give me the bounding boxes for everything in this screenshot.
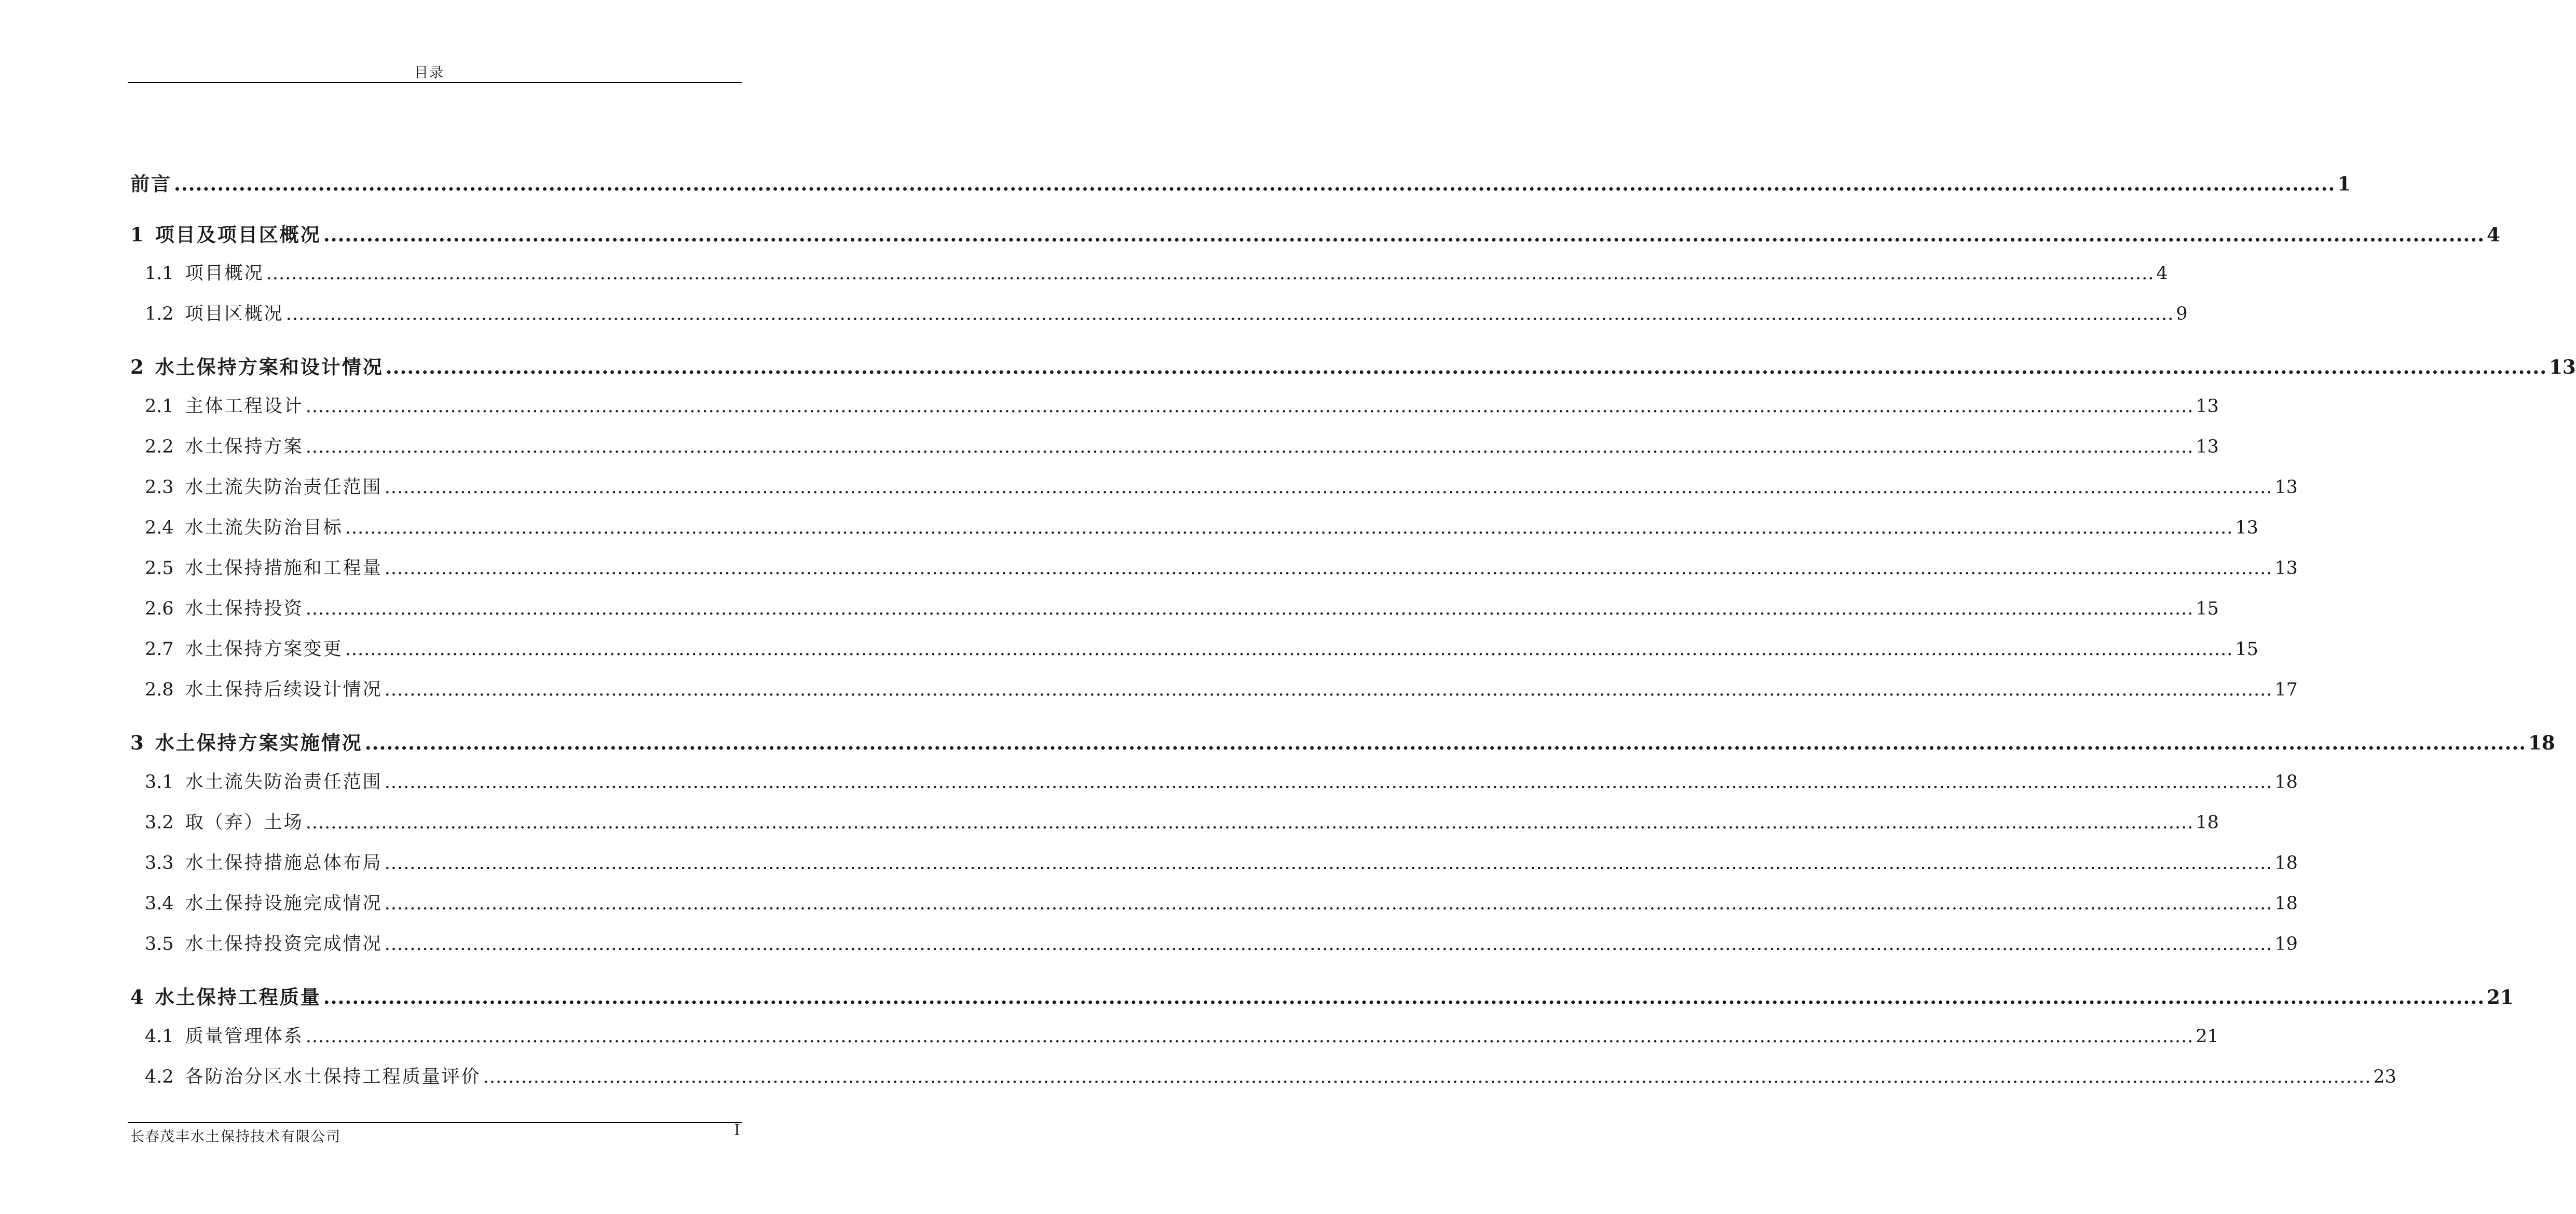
toc-entry-title: 取（弃）土场 xyxy=(185,812,304,833)
toc-section-entry[interactable] xyxy=(130,554,2298,579)
toc-page-number: 18 xyxy=(2274,893,2298,914)
toc-page-number: 4 xyxy=(2487,223,2500,246)
toc-page-number: 23 xyxy=(2373,1067,2396,1087)
toc-entry-title: 水土保持方案和设计情况 xyxy=(155,356,384,378)
toc-entry-title: 水土保持方案实施情况 xyxy=(155,731,363,754)
toc-page-number: 17 xyxy=(2274,679,2298,700)
toc-entry-number: 3.4 xyxy=(145,893,174,914)
toc-section-entry[interactable] xyxy=(130,594,2219,619)
toc-section-entry[interactable] xyxy=(130,473,2298,498)
header-title: 目录 xyxy=(414,65,444,81)
toc-entry-number: 1 xyxy=(130,223,144,246)
toc-dot-leader: ............................................................................................................................................................................................................................................................................................................ xyxy=(305,437,2194,457)
toc-entry-number: 4.1 xyxy=(145,1026,174,1047)
toc-entry-title: 项目及项目区概况 xyxy=(155,223,321,246)
toc-page-number: 4 xyxy=(2156,263,2168,284)
toc-section-entry[interactable] xyxy=(130,513,2258,538)
toc-entry-title: 水土保持方案变更 xyxy=(185,639,343,660)
toc-section-entry[interactable] xyxy=(130,849,2298,874)
toc-section-entry[interactable] xyxy=(130,768,2298,793)
toc-section-entry[interactable] xyxy=(130,392,2219,417)
toc-section-entry[interactable] xyxy=(130,930,2298,954)
toc-section-entry[interactable] xyxy=(130,1022,2219,1047)
toc-chapter-entry[interactable] xyxy=(130,981,2514,1008)
toc-page-number: 18 xyxy=(2274,772,2298,793)
toc-dot-leader: ............................................................................................................................................................................................................................................................................................................ xyxy=(384,893,2273,914)
toc-page-number: 15 xyxy=(2235,639,2258,660)
toc-dot-leader: ............................................................................................................................................................................................................................................................................................................ xyxy=(323,223,2485,246)
toc-page-number: 9 xyxy=(2176,304,2188,324)
toc-page-number: 18 xyxy=(2528,731,2555,754)
toc-dot-leader: ............................................................................................................................................................................................................................................................................................................ xyxy=(364,731,2527,754)
toc-dot-leader: ............................................................................................................................................................................................................................................................................................................ xyxy=(323,986,2485,1008)
toc-entry-title: 水土流失防治责任范围 xyxy=(185,772,383,793)
header-divider xyxy=(128,82,742,83)
toc-entry-number: 1.2 xyxy=(145,304,174,324)
toc-entry-number: 4.2 xyxy=(145,1067,174,1087)
toc-dot-leader: ............................................................................................................................................................................................................................................................................................................ xyxy=(345,639,2233,660)
toc-page-number: 19 xyxy=(2274,934,2298,954)
toc-entry-title: 水土保持投资 xyxy=(185,598,304,619)
toc-entry-title: 水土保持措施和工程量 xyxy=(185,558,383,579)
toc-page-number: 18 xyxy=(2196,812,2219,833)
toc-entry-number: 3.5 xyxy=(145,934,174,954)
toc-entry-title: 水土保持方案 xyxy=(185,437,304,457)
footer-company-name: 长春茂丰水土保持技术有限公司 xyxy=(130,1129,341,1145)
toc-page-number: 13 xyxy=(2235,517,2258,538)
toc-dot-leader: ............................................................................................................................................................................................................................................................................................................ xyxy=(384,772,2273,793)
toc-chapter-entry[interactable] xyxy=(130,351,2576,378)
toc-entry-number: 2.4 xyxy=(145,517,174,538)
toc-page-number: 18 xyxy=(2274,853,2298,874)
toc-entry-number: 2.7 xyxy=(145,639,174,660)
toc-page-number: 13 xyxy=(2196,437,2219,457)
toc-dot-leader: ............................................................................................................................................................................................................................................................................................................ xyxy=(384,934,2273,954)
toc-page-number: 13 xyxy=(2196,396,2219,417)
toc-section-entry[interactable] xyxy=(130,808,2219,833)
toc-entry-title: 质量管理体系 xyxy=(185,1026,304,1047)
toc-dot-leader: ............................................................................................................................................................................................................................................................................................................ xyxy=(483,1067,2371,1087)
toc-page-number: 13 xyxy=(2549,356,2576,378)
toc-dot-leader: ............................................................................................................................................................................................................................................................................................................ xyxy=(305,812,2194,833)
toc-entry-number: 2 xyxy=(130,356,144,378)
toc-dot-leader: ............................................................................................................................................................................................................................................................................................................ xyxy=(345,517,2233,538)
toc-page-number: 21 xyxy=(2196,1026,2219,1047)
toc-section-entry[interactable] xyxy=(130,889,2298,914)
toc-dot-leader: ............................................................................................................................................................................................................................................................................................................ xyxy=(384,853,2273,874)
toc-dot-leader: ............................................................................................................................................................................................................................................................................................................ xyxy=(384,477,2273,498)
toc-page-number: 21 xyxy=(2487,986,2514,1008)
toc-entry-number: 2.8 xyxy=(145,679,174,700)
toc-entry-number: 2.3 xyxy=(145,477,174,498)
toc-entry-number: 1.1 xyxy=(145,263,174,284)
toc-page-number: 1 xyxy=(2337,172,2351,195)
footer-page-number: I xyxy=(734,1121,740,1139)
toc-chapter-entry[interactable] xyxy=(130,168,2351,195)
toc-entry-number: 3.3 xyxy=(145,853,174,874)
toc-section-entry[interactable] xyxy=(130,259,2168,284)
toc-entry-title: 水土保持工程质量 xyxy=(155,986,321,1008)
toc-entry-title: 水土保持投资完成情况 xyxy=(185,934,383,954)
toc-section-entry[interactable] xyxy=(130,675,2298,700)
toc-entry-number: 4 xyxy=(130,986,144,1008)
toc-entry-title: 各防治分区水土保持工程质量评价 xyxy=(185,1067,481,1087)
toc-dot-leader: ............................................................................................................................................................................................................................................................................................................ xyxy=(174,172,2336,195)
toc-entry-title: 项目区概况 xyxy=(185,304,284,324)
toc-entry-number: 3.1 xyxy=(145,772,174,793)
toc-entry-number: 3.2 xyxy=(145,812,174,833)
toc-dot-leader: ............................................................................................................................................................................................................................................................................................................ xyxy=(266,263,2155,284)
toc-section-entry[interactable] xyxy=(130,299,2188,324)
toc-dot-leader: ............................................................................................................................................................................................................................................................................................................ xyxy=(305,1026,2194,1047)
toc-entry-title: 水土保持措施总体布局 xyxy=(185,853,383,874)
toc-entry-title: 水土保持设施完成情况 xyxy=(185,893,383,914)
toc-chapter-entry[interactable] xyxy=(130,219,2500,246)
toc-entry-title: 主体工程设计 xyxy=(185,396,304,417)
toc-section-entry[interactable] xyxy=(130,635,2258,660)
footer-divider xyxy=(128,1122,742,1123)
toc-entry-title: 项目概况 xyxy=(185,263,264,284)
toc-entry-title: 水土流失防治责任范围 xyxy=(185,477,383,498)
toc-dot-leader: ............................................................................................................................................................................................................................................................................................................ xyxy=(385,356,2547,378)
toc-entry-title: 水土保持后续设计情况 xyxy=(185,679,383,700)
toc-page-number: 15 xyxy=(2196,598,2219,619)
toc-entry-number: 2.2 xyxy=(145,437,174,457)
toc-entry-number: 3 xyxy=(130,731,144,754)
toc-dot-leader: ............................................................................................................................................................................................................................................................................................................ xyxy=(305,598,2194,619)
toc-entry-title: 水土流失防治目标 xyxy=(185,517,343,538)
toc-section-entry[interactable] xyxy=(130,432,2219,457)
toc-entry-number: 2.6 xyxy=(145,598,174,619)
toc-entry-number: 2.5 xyxy=(145,558,174,579)
toc-section-entry[interactable] xyxy=(130,1062,2396,1087)
toc-entry-number: 2.1 xyxy=(145,396,174,417)
toc-dot-leader: ............................................................................................................................................................................................................................................................................................................ xyxy=(285,304,2174,324)
toc-dot-leader: ............................................................................................................................................................................................................................................................................................................ xyxy=(384,679,2273,700)
toc-chapter-entry[interactable] xyxy=(130,727,2555,754)
toc-dot-leader: ............................................................................................................................................................................................................................................................................................................ xyxy=(384,558,2273,579)
toc-page-number: 13 xyxy=(2274,558,2298,579)
toc-entry-title: 前言 xyxy=(130,172,172,195)
toc-dot-leader: ............................................................................................................................................................................................................................................................................................................ xyxy=(305,396,2194,417)
toc-page-number: 13 xyxy=(2274,477,2298,498)
